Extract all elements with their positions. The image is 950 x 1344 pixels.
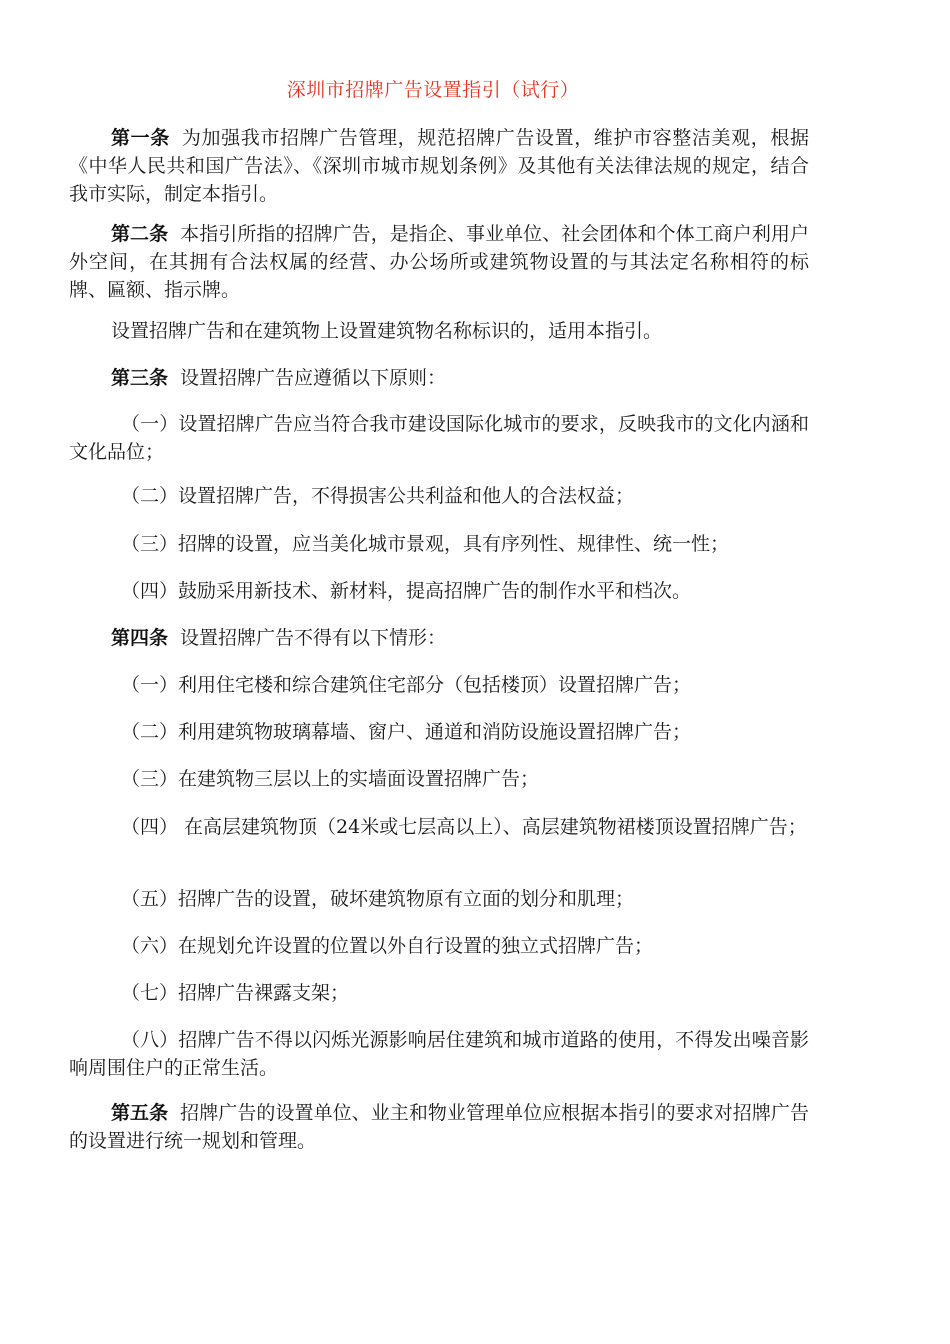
paragraph-text: 为加强我市招牌广告管理，规范招牌广告设置，维护市容整洁美观，根据《中华人民共和国广告法》、《深圳市城市规划条例》及其他有关法律法规的规定，结合我市实际，制定本指引。 bbox=[69, 127, 809, 205]
paragraph-text: （一）利用住宅楼和综合建筑住宅部分（包括楼顶）设置招牌广告； bbox=[121, 674, 692, 696]
paragraph-text: （一）设置招牌广告应当符合我市建设国际化城市的要求，反映我市的文化内涵和文化品位； bbox=[69, 413, 809, 463]
paragraph-text: （四）鼓励采用新技术、新材料，提高招牌广告的制作水平和档次。 bbox=[121, 580, 692, 602]
paragraph-text: 设置招牌广告不得有以下情形： bbox=[180, 627, 447, 649]
list-item bbox=[69, 718, 809, 746]
paragraph-article-3 bbox=[69, 364, 809, 392]
list-item bbox=[69, 932, 809, 960]
list-item bbox=[69, 765, 809, 793]
list-item bbox=[69, 671, 809, 699]
paragraph-text: 设置招牌广告应遵循以下原则： bbox=[180, 367, 447, 389]
article-label: 第三条 bbox=[111, 367, 169, 389]
paragraph-text: （八）招牌广告不得以闪烁光源影响居住建筑和城市道路的使用，不得发出噪音影响周围住户的正常生活。 bbox=[69, 1029, 809, 1079]
paragraph-text: （七）招牌广告裸露支架； bbox=[121, 982, 350, 1004]
paragraph-text: （六）在规划允许设置的位置以外自行设置的独立式招牌广告； bbox=[121, 935, 654, 957]
list-item bbox=[69, 530, 809, 558]
paragraph-article-5 bbox=[69, 1099, 809, 1155]
list-item bbox=[69, 410, 809, 466]
paragraph-scope bbox=[69, 317, 809, 345]
paragraph-text: （二）设置招牌广告，不得损害公共利益和他人的合法权益； bbox=[121, 485, 635, 507]
paragraph-text: （五）招牌广告的设置，破坏建筑物原有立面的划分和肌理； bbox=[121, 888, 635, 910]
paragraph-article-4 bbox=[69, 624, 809, 652]
paragraph-text: 设置招牌广告和在建筑物上设置建筑物名称标识的，适用本指引。 bbox=[111, 320, 663, 342]
list-item bbox=[69, 577, 809, 605]
document-title: 深圳市招牌广告设置指引（试行） bbox=[286, 79, 580, 101]
paragraph-text: （四） 在高层建筑物顶（24米或七层高以上）、高层建筑物裙楼顶设置招牌广告； bbox=[121, 816, 807, 838]
paragraph-text: 招牌广告的设置单位、业主和物业管理单位应根据本指引的要求对招牌广告的设置进行统一规划和管理。 bbox=[69, 1102, 809, 1152]
paragraph-article-1 bbox=[69, 124, 809, 208]
paragraph-text: （三）招牌的设置，应当美化城市景观，具有序列性、规律性、统一性； bbox=[121, 533, 730, 555]
paragraph-article-2 bbox=[69, 220, 809, 304]
list-item bbox=[69, 482, 809, 510]
list-item bbox=[69, 885, 809, 913]
paragraph-text: （二）利用建筑物玻璃幕墙、窗户、通道和消防设施设置招牌广告； bbox=[121, 721, 692, 743]
article-label: 第二条 bbox=[111, 223, 169, 245]
article-label: 第一条 bbox=[111, 127, 170, 149]
paragraph-text: （三）在建筑物三层以上的实墙面设置招牌广告； bbox=[121, 768, 540, 790]
list-item bbox=[69, 979, 809, 1007]
article-label: 第五条 bbox=[111, 1102, 169, 1124]
list-item bbox=[69, 1026, 809, 1082]
article-label: 第四条 bbox=[111, 627, 169, 649]
paragraph-text: 本指引所指的招牌广告，是指企、事业单位、社会团体和个体工商户利用户外空间，在其拥有合法权属的经营、办公场所或建筑物设置的与其法定名称相符的标牌、匾额、指示牌。 bbox=[69, 223, 809, 301]
list-item bbox=[69, 813, 809, 841]
